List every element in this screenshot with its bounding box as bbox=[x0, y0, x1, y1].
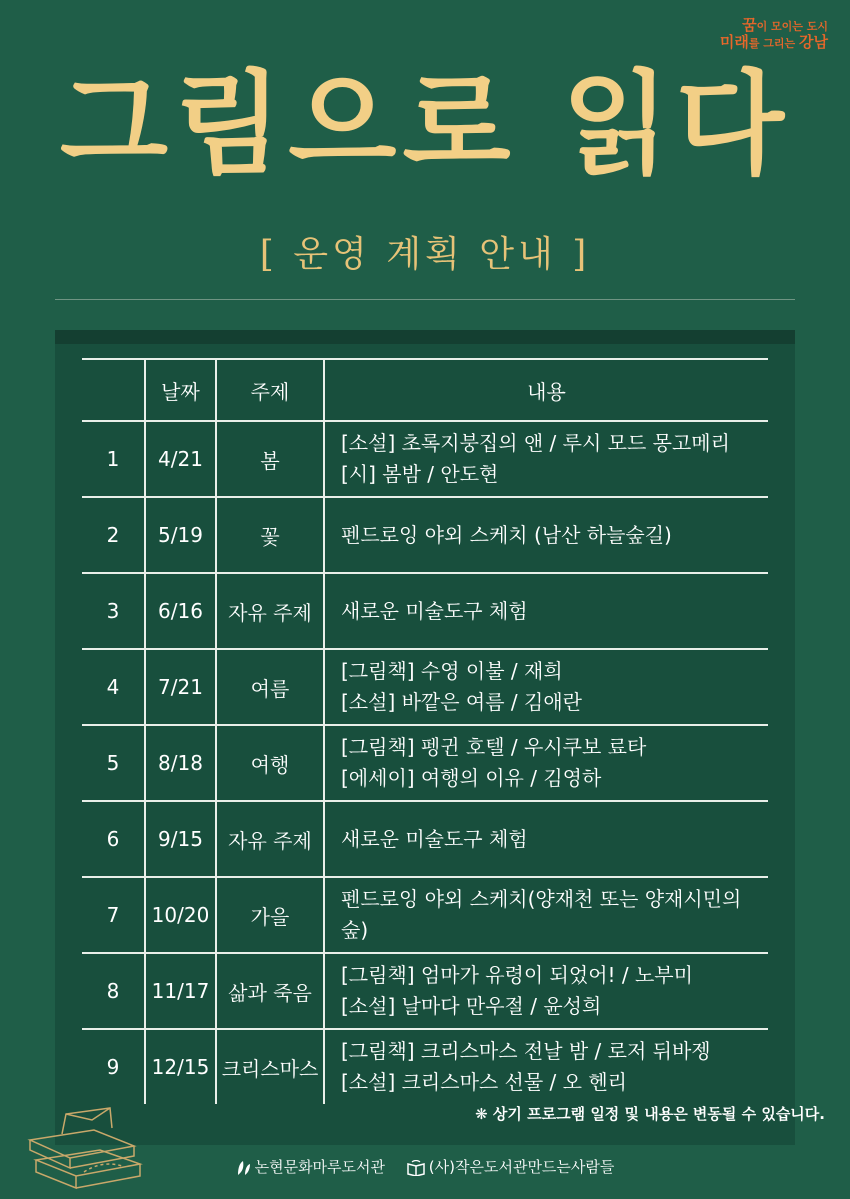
row-date: 4/21 bbox=[145, 421, 216, 497]
logo-text: 꿈 bbox=[742, 16, 757, 34]
schedule-panel bbox=[55, 330, 795, 1145]
row-number: 8 bbox=[82, 953, 145, 1029]
table-row bbox=[82, 1029, 768, 1104]
row-number: 6 bbox=[82, 801, 145, 877]
row-number: 5 bbox=[82, 725, 145, 801]
content-line: 펜드로잉 야외 스케치 (남산 하늘숲길) bbox=[341, 522, 672, 547]
content-line: 펜드로잉 야외 스케치(양재천 또는 양재시민의 숲) bbox=[341, 887, 742, 942]
row-content bbox=[324, 801, 768, 877]
book-logo-icon bbox=[406, 1160, 426, 1176]
header-date: 날짜 bbox=[145, 359, 216, 421]
schedule-table bbox=[82, 358, 768, 1104]
org1-label: 논현문화마루도서관 bbox=[254, 1158, 386, 1176]
schedule-notice: ❋ 상기 프로그램 일정 및 내용은 변동될 수 있습니다. bbox=[475, 1105, 825, 1123]
row-topic: 자유 주제 bbox=[216, 573, 324, 649]
row-date: 7/21 bbox=[145, 649, 216, 725]
logo-text: 를 그리는 bbox=[748, 37, 800, 50]
row-date: 5/19 bbox=[145, 497, 216, 573]
row-date: 8/18 bbox=[145, 725, 216, 801]
table-row bbox=[82, 573, 768, 649]
row-content bbox=[324, 649, 768, 725]
row-topic: 여행 bbox=[216, 725, 324, 801]
table-row bbox=[82, 801, 768, 877]
logo-text: 미래 bbox=[719, 33, 749, 51]
page-subtitle: [ 운영 계획 안내 ] bbox=[259, 234, 591, 275]
row-number: 7 bbox=[82, 877, 145, 953]
org2-label: (사)작은도서관만드는사람들 bbox=[428, 1158, 615, 1176]
row-topic: 크리스마스 bbox=[216, 1029, 324, 1104]
content-line: [소설] 초록지붕집의 앤 / 루시 모드 몽고메리 bbox=[341, 431, 730, 455]
books-illustration-icon bbox=[22, 1100, 152, 1192]
content-line: 새로운 미술도구 체험 bbox=[341, 598, 528, 623]
row-content bbox=[324, 421, 768, 497]
content-line: 새로운 미술도구 체험 bbox=[341, 826, 528, 851]
header-content: 내용 bbox=[324, 359, 768, 421]
logo-text: 강남 bbox=[799, 33, 828, 51]
panel-header-band bbox=[55, 330, 795, 344]
row-content bbox=[324, 497, 768, 573]
row-date: 10/20 bbox=[145, 877, 216, 953]
footer bbox=[0, 1156, 850, 1177]
table-row bbox=[82, 725, 768, 801]
page-title: 그림으로 읽다 bbox=[59, 59, 791, 190]
library-logo-icon bbox=[236, 1159, 252, 1177]
row-date: 11/17 bbox=[145, 953, 216, 1029]
content-line: [소설] 바깥은 여름 / 김애란 bbox=[341, 690, 582, 714]
table-row bbox=[82, 877, 768, 953]
org-nonhyeon-library bbox=[236, 1156, 385, 1177]
row-content bbox=[324, 1029, 768, 1104]
content-line: [그림책] 크리스마스 전날 밤 / 로저 뒤바젱 bbox=[341, 1039, 711, 1063]
header-topic: 주제 bbox=[216, 359, 324, 421]
row-topic: 자유 주제 bbox=[216, 801, 324, 877]
row-date: 9/15 bbox=[145, 801, 216, 877]
content-line: [소설] 날마다 만우절 / 윤성희 bbox=[341, 994, 602, 1018]
row-number: 2 bbox=[82, 497, 145, 573]
row-number: 3 bbox=[82, 573, 145, 649]
table-row bbox=[82, 421, 768, 497]
table-row bbox=[82, 953, 768, 1029]
divider bbox=[55, 299, 795, 300]
gangnam-logo bbox=[720, 18, 828, 50]
logo-text: 이 모이는 도시 bbox=[756, 20, 828, 33]
row-number: 9 bbox=[82, 1029, 145, 1104]
row-content bbox=[324, 573, 768, 649]
header-number bbox=[82, 359, 145, 421]
row-topic: 봄 bbox=[216, 421, 324, 497]
content-line: [그림책] 펭귄 호텔 / 우시쿠보 료타 bbox=[341, 735, 647, 759]
table-row bbox=[82, 497, 768, 573]
row-date: 6/16 bbox=[145, 573, 216, 649]
content-line: [에세이] 여행의 이유 / 김영하 bbox=[341, 766, 602, 790]
row-topic: 삶과 죽음 bbox=[216, 953, 324, 1029]
row-topic: 여름 bbox=[216, 649, 324, 725]
content-line: [그림책] 엄마가 유령이 되었어! / 노부미 bbox=[341, 963, 693, 987]
row-content bbox=[324, 953, 768, 1029]
row-number: 1 bbox=[82, 421, 145, 497]
row-date: 12/15 bbox=[145, 1029, 216, 1104]
org-small-library-makers bbox=[406, 1156, 615, 1177]
row-number: 4 bbox=[82, 649, 145, 725]
table-header-row bbox=[82, 359, 768, 421]
table-row bbox=[82, 649, 768, 725]
row-topic: 꽃 bbox=[216, 497, 324, 573]
content-line: [그림책] 수영 이불 / 재희 bbox=[341, 659, 563, 683]
row-content bbox=[324, 877, 768, 953]
content-line: [시] 봄밤 / 안도현 bbox=[341, 462, 499, 486]
content-line: [소설] 크리스마스 선물 / 오 헨리 bbox=[341, 1070, 627, 1094]
row-content bbox=[324, 725, 768, 801]
row-topic: 가을 bbox=[216, 877, 324, 953]
